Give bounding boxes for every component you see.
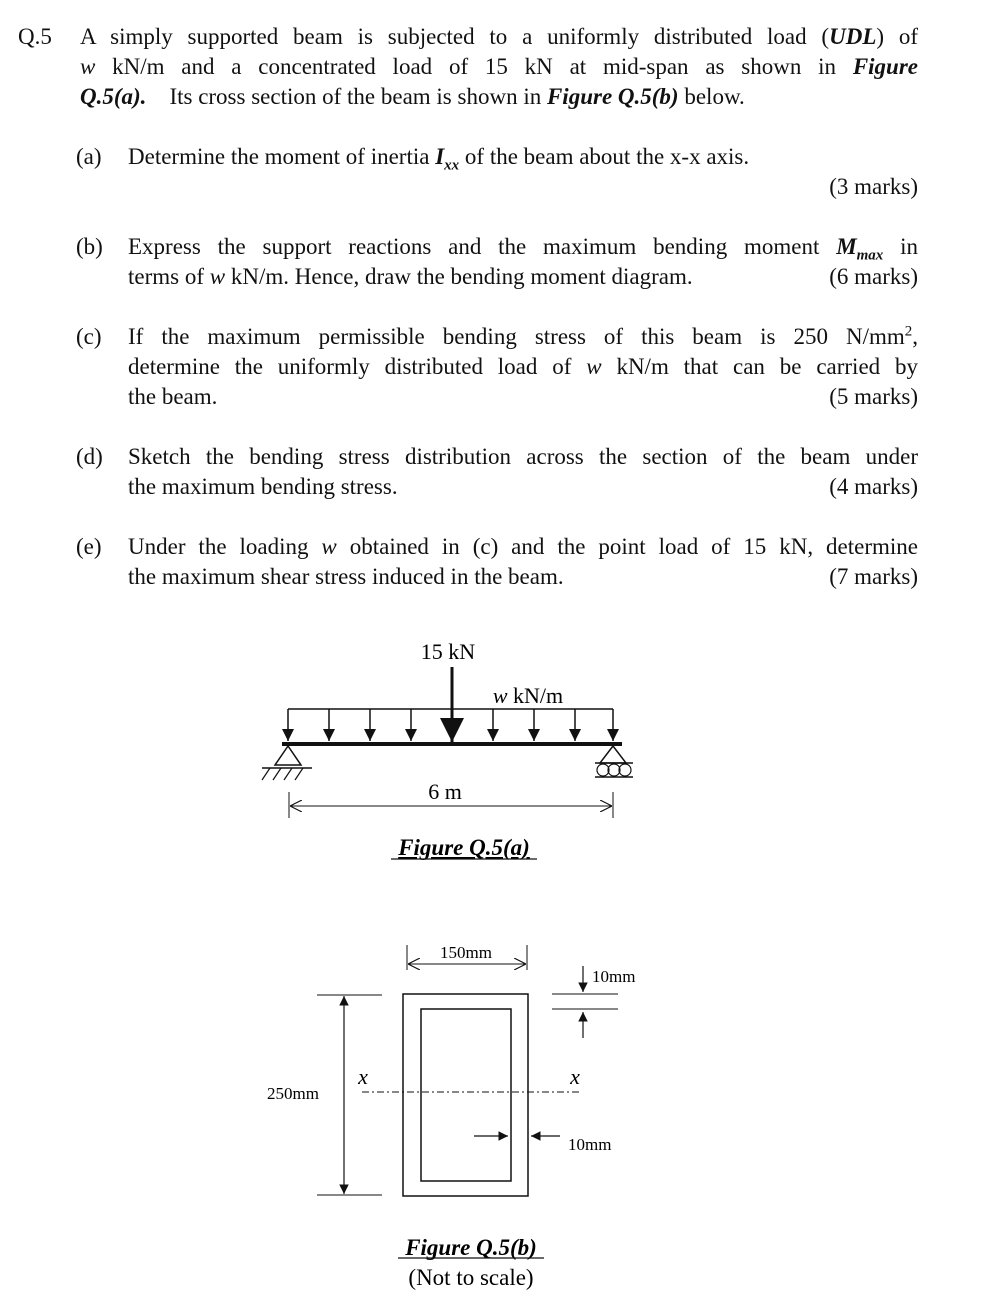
figure-b-caption: Figure Q.5(b) [405, 1235, 537, 1260]
part-c-marks: (5 marks) [829, 384, 918, 409]
part-a-label: (a) [76, 144, 102, 169]
axis-label-right: x [570, 1064, 580, 1089]
span-label: 6 m [428, 779, 462, 804]
part-e-marks: (7 marks) [829, 564, 918, 589]
part-a-text: Determine the moment of inertia $I_{xx}$ of the beam about the x-x axis. [128, 144, 750, 174]
roller-support [595, 746, 633, 777]
part-c-label: (c) [76, 324, 102, 349]
part-c-line-2: determine the uniformly distributed load of w kN/m that can be carried by [128, 354, 918, 379]
part-d-line-1: Sketch the bending stress distribution across the section of the beam under [128, 444, 918, 469]
part-b-marks: (6 marks) [829, 264, 918, 289]
width-label: 150mm [440, 943, 492, 962]
part-a-marks: (3 marks) [829, 174, 918, 199]
part-d-label: (d) [76, 444, 103, 469]
intro-line-1: A simply supported beam is subjected to a uniformly distributed load (UDL) of [80, 24, 918, 49]
part-d-line-2: the maximum bending stress. [128, 474, 398, 499]
height-label: 250mm [267, 1084, 319, 1103]
part-e-label: (e) [76, 534, 102, 559]
part-b-line-2: terms of w kN/m. Hence, draw the bending moment diagram. [128, 264, 693, 289]
part-b-line-1: Express the support reactions and the maximum bending moment $M_{max}$ in [128, 234, 919, 264]
udl-label: w kN/m [492, 683, 564, 708]
point-load-label: 15 kN [420, 639, 476, 664]
side-thickness-label: 10mm [568, 1135, 612, 1154]
part-b-label: (b) [76, 234, 103, 259]
top-thickness-label: 10mm [592, 967, 636, 986]
part-d-marks: (4 marks) [829, 474, 918, 499]
question-number: Q.5 [18, 24, 52, 49]
pin-support [262, 746, 312, 780]
intro-line-2: w kN/m and a concentrated load of 15 kN at mid-span as shown in Figure [80, 54, 918, 79]
figure-b-note: (Not to scale) [408, 1265, 534, 1290]
part-e-line-2: the maximum shear stress induced in the beam. [128, 564, 564, 589]
axis-label-left: x [358, 1064, 368, 1089]
figure-a-caption: Figure Q.5(a) [398, 835, 530, 860]
part-c-line-1: If the maximum permissible bending stress of this beam is 250 $N/mm^2$, [128, 323, 918, 349]
intro-line-3: Q.5(a). Its cross section of the beam is shown in Figure Q.5(b) below. [80, 84, 745, 109]
part-e-line-1: Under the loading w obtained in (c) and the point load of 15 kN, determine [128, 534, 918, 559]
part-c-line-3: the beam. [128, 384, 218, 409]
